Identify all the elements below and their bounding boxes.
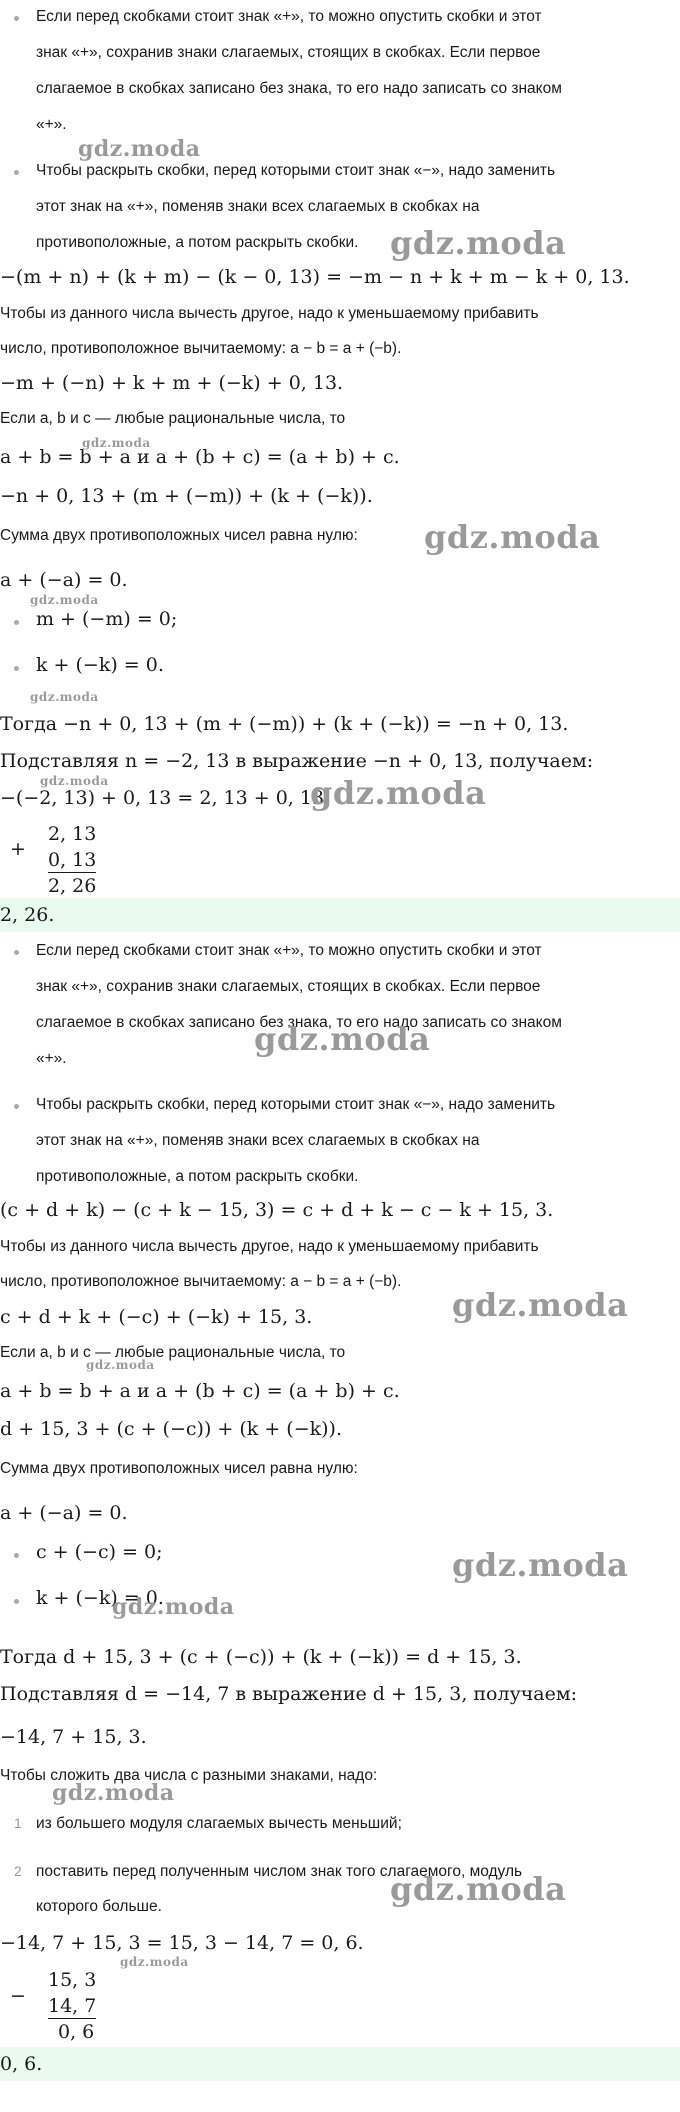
bullet-marker [14, 1104, 19, 1109]
watermark: gdz.moda [112, 1594, 235, 1620]
watermark: gdz.moda [30, 690, 99, 704]
watermark: gdz.moda [390, 1870, 567, 1908]
explanation-text: Сумма двух противоположных чисел равна нулю: [0, 1460, 358, 1477]
column-result: 0, 6 [58, 2021, 95, 2043]
watermark: gdz.moda [452, 1546, 629, 1584]
watermark: gdz.moda [30, 593, 99, 607]
watermark: gdz.moda [86, 1358, 155, 1372]
equation: a + b = b + a и a + (b + c) = (a + b) + c. [0, 446, 400, 468]
rule-text: противоположные, а потом раскрыть скобки. [36, 1168, 359, 1185]
bullet-marker [14, 666, 19, 671]
equation: −14, 7 + 15, 3 = 15, 3 − 14, 7 = 0, 6. [0, 1932, 364, 1954]
explanation-text: число, противоположное вычитаемому: a − b = a + (−b). [0, 340, 402, 357]
answer-highlight [0, 898, 680, 932]
column-sign: − [10, 1985, 26, 2007]
step-text: которого больше. [36, 1898, 162, 1915]
equation: m + (−m) = 0; [36, 608, 178, 630]
rule-text: «+». [36, 116, 67, 133]
equation: Подставляя d = −14, 7 в выражение d + 15, 3, получаем: [0, 1683, 578, 1705]
equation: c + (−c) = 0; [36, 1541, 163, 1563]
equation: a + (−a) = 0. [0, 1502, 128, 1524]
answer: 2, 26. [0, 904, 55, 926]
equation: −(m + n) + (k + m) − (k − 0, 13) = −m − n + k + m − k + 0, 13. [0, 266, 630, 288]
watermark: gdz.moda [452, 1286, 629, 1324]
bullet-marker [14, 620, 19, 625]
explanation-text: Если a, b и c — любые рациональные числа, то [0, 1344, 346, 1361]
rule-text: Чтобы раскрыть скобки, перед которыми стоит знак «−», надо заменить [36, 1096, 556, 1113]
explanation-text: Чтобы из данного числа вычесть другое, надо к уменьшаемому прибавить [0, 305, 539, 322]
bullet-marker [14, 170, 19, 175]
equation: −14, 7 + 15, 3. [0, 1726, 147, 1748]
rule-text: «+». [36, 1050, 67, 1067]
equation: a + (−a) = 0. [0, 569, 128, 591]
explanation-text: Если a, b и c — любые рациональные числа, то [0, 410, 346, 427]
rule-text: знак «+», сохранив знаки слагаемых, стоящих в скобках. Если первое [36, 44, 541, 61]
bullet-marker [14, 16, 19, 21]
bullet-marker [14, 1599, 19, 1604]
watermark: gdz.moda [52, 1780, 175, 1806]
rule-text: слагаемое в скобках записано без знака, то его надо записать со знаком [36, 1014, 562, 1031]
equation: Тогда −n + 0, 13 + (m + (−m)) + (k + (−k)) = −n + 0, 13. [0, 713, 569, 735]
rule-text: этот знак на «+», поменяв знаки всех слагаемых в скобках на [36, 198, 480, 215]
step-number: 1 [14, 1815, 22, 1831]
column-sign: + [10, 838, 26, 860]
equation: Подставляя n = −2, 13 в выражение −n + 0, 13, получаем: [0, 750, 594, 772]
watermark: gdz.moda [78, 136, 201, 162]
equation: k + (−k) = 0. [36, 654, 164, 676]
answer: 0, 6. [0, 2053, 43, 2075]
watermark: gdz.moda [390, 224, 567, 262]
answer-highlight [0, 2047, 680, 2081]
watermark: gdz.moda [120, 1955, 189, 1969]
explanation-text: Чтобы сложить два числа с разными знаками, надо: [0, 1767, 378, 1784]
watermark: gdz.moda [40, 774, 109, 788]
explanation-text: Сумма двух противоположных чисел равна нулю: [0, 527, 358, 544]
equation: −m + (−n) + k + m + (−k) + 0, 13. [0, 372, 344, 394]
column-operand: 0, 13 [48, 849, 97, 871]
rule-text: этот знак на «+», поменяв знаки всех слагаемых в скобках на [36, 1132, 480, 1149]
explanation-text: число, противоположное вычитаемому: a − b = a + (−b). [0, 1273, 402, 1290]
equation: (c + d + k) − (c + k − 15, 3) = c + d + k − c − k + 15, 3. [0, 1199, 554, 1221]
bullet-marker [14, 950, 19, 955]
step-number: 2 [14, 1863, 22, 1879]
equation: k + (−k) = 0. [36, 1587, 164, 1609]
rule-text: противоположные, а потом раскрыть скобки. [36, 234, 359, 251]
watermark: gdz.moda [82, 436, 151, 450]
equation: −n + 0, 13 + (m + (−m)) + (k + (−k)). [0, 485, 373, 507]
watermark: gdz.moda [310, 774, 487, 812]
equation: c + d + k + (−c) + (−k) + 15, 3. [0, 1306, 313, 1328]
step-text: из большего модуля слагаемых вычесть меньший; [36, 1815, 402, 1832]
rule-text: Чтобы раскрыть скобки, перед которыми стоит знак «−», надо заменить [36, 162, 556, 179]
step-text: поставить перед полученным числом знак того слагаемого, модуль [36, 1863, 523, 1880]
equation: d + 15, 3 + (c + (−c)) + (k + (−k)). [0, 1418, 342, 1440]
column-operand: 14, 7 [48, 1995, 97, 2017]
column-operand: 2, 13 [48, 823, 97, 845]
equation: a + b = b + a и a + (b + c) = (a + b) + c. [0, 1380, 400, 1402]
rule-text: Если перед скобками стоит знак «+», то можно опустить скобки и этот [36, 942, 542, 959]
rule-text: знак «+», сохранив знаки слагаемых, стоящих в скобках. Если первое [36, 978, 541, 995]
bullet-marker [14, 1553, 19, 1558]
rule-text: Если перед скобками стоит знак «+», то можно опустить скобки и этот [36, 8, 542, 25]
column-operand: 15, 3 [48, 1969, 97, 1991]
rule-text: слагаемое в скобках записано без знака, то его надо записать со знаком [36, 80, 562, 97]
explanation-text: Чтобы из данного числа вычесть другое, надо к уменьшаемому прибавить [0, 1238, 539, 1255]
column-result: 2, 26 [48, 875, 97, 897]
equation: −(−2, 13) + 0, 13 = 2, 13 + 0, 13. [0, 787, 331, 809]
watermark: gdz.moda [254, 1020, 431, 1058]
equation: Тогда d + 15, 3 + (c + (−c)) + (k + (−k)) = d + 15, 3. [0, 1646, 522, 1668]
watermark: gdz.moda [424, 518, 601, 556]
